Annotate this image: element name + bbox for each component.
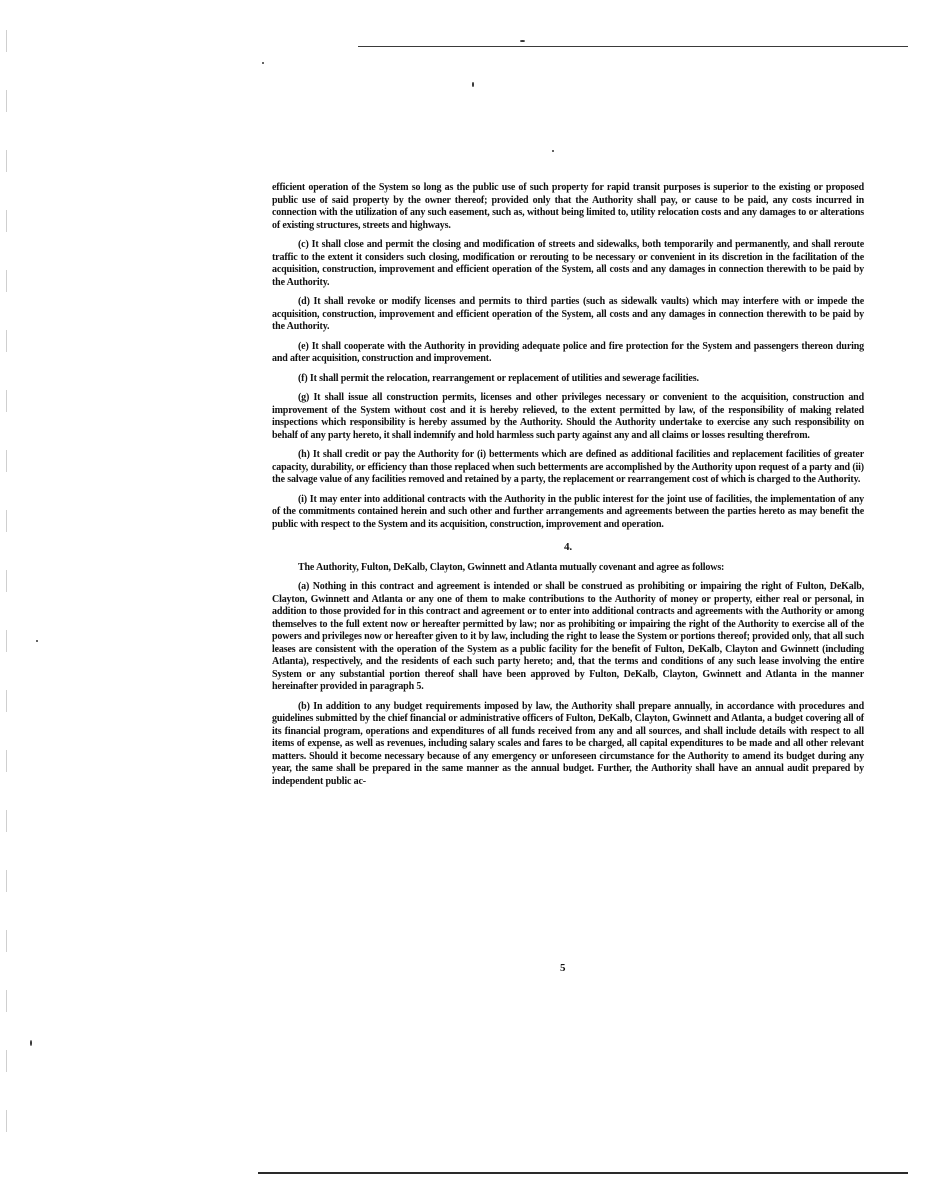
scan-left-edge bbox=[6, 20, 18, 1180]
scan-speck bbox=[30, 1040, 32, 1046]
scan-bottom-rule bbox=[258, 1172, 908, 1174]
paragraph-g: (g) It shall issue all construction permits, licenses and other privileges necessary or convenient to the acquisition, construction and improvement of the System without cost and it is hereby relieved, to the extent permitted by law, of the responsibility of making related inspections which responsibility is hereby assumed by the Authority. Should the Authority undertake to exercise any such responsibility on behalf of any party hereto, it shall indemnify and hold harmless such party against any and all claims or losses resulting therefrom. bbox=[272, 392, 864, 441]
paragraph-i: (i) It may enter into additional contracts with the Authority in the public interest for the joint use of facilities, the implementation of any of the commitments contained herein and such other and further arrangements and agreements between the parties hereto as may benefit the public with respect to the System and its acquisition, construction, improvement and operation. bbox=[272, 493, 864, 530]
section-number: 4. bbox=[564, 541, 572, 553]
scan-speck bbox=[552, 150, 554, 152]
paragraph-4a: (a) Nothing in this contract and agreement is intended or shall be construed as prohibiting or impairing the right of Fulton, DeKalb, Clayton, Gwinnett and Atlanta or any one of them to make contributions to the Authority of money or property, either real or personal, in addition to those provided for in this contract and agreement or to enter into additional contracts and agreements with the Authority or among themselves to the full extent now or hereafter permitted by law; nor as prohibiting or impairing the right of the Authority to exercise all of the powers and privileges now or hereafter given to it by law, including the right to lease the System or portions thereof; provided only, that all such leases are consistent with the operation of the System as a public facility for the benefit of Fulton, DeKalb, Clayton and Gwinnett (including Atlanta), respectively, and the residents of each such party hereto; and, that the terms and conditions of any such lease involving the entire System or any substantial portion thereof shall have been approved by Fulton, DeKalb, Clayton, Gwinnett and Atlanta in the manner hereinafter provided in paragraph 5. bbox=[272, 581, 864, 692]
paragraph-4b: (b) In addition to any budget requirements imposed by law, the Authority shall prepare annually, in accordance with procedures and guidelines submitted by the chief financial or administrative officers of Fulton, DeKalb, Clayton, Gwinnett and Atlanta, a budget covering all of its financial program, operations and expenditures of all funds received from any and all sources, and shall include details with respect to all items of expense, as well as revenues, including salary scales and fares to be charged, all capital expenditures to be made and all other relevant matters. Should it become necessary because of any emergency or unforeseen circumstance for the Authority to amend its budget during any year, the same shall be prepared in the same manner as the annual budget. Further, the Authority shall have an annual audit prepared by independent public ac- bbox=[272, 700, 864, 787]
scan-speck bbox=[520, 40, 525, 42]
paragraph-h: (h) It shall credit or pay the Authority for (i) betterments which are defined as additional facilities and replacement facilities of greater capacity, durability, or efficiency than those replaced when such betterments are accomplished by the Authority upon request of a party and (ii) the salvage value of any facilities removed and retained by a party, the replacement or rearrangement cost of which is charged to the Authority. bbox=[272, 449, 864, 485]
paragraph-continuation: efficient operation of the System so long as the public use of such property for rapid transit purposes is superior to the existing or proposed public use of said property by the owner thereof; provided only that the Authority shall pay, or cause to be paid, any costs incurred in connection with the utilization of any such easement, such as, without being limited to, utility relocation costs and any damages to or alterations of existing structures, streets and highways. bbox=[272, 182, 864, 231]
paragraph-f: (f) It shall permit the relocation, rearrangement or replacement of utilities and sewerage facilities. bbox=[298, 372, 699, 384]
section-intro: The Authority, Fulton, DeKalb, Clayton, Gwinnett and Atlanta mutually covenant and agree as follows: bbox=[298, 561, 725, 573]
paragraph-d: (d) It shall revoke or modify licenses and permits to third parties (such as sidewalk vaults) which may interfere with or impede the acquisition, construction, improvement and efficient operation of the System, all costs and any damages in connection therewith to be paid by the Authority. bbox=[272, 296, 864, 332]
paragraph-c: (c) It shall close and permit the closing and modification of streets and sidewalks, both temporarily and permanently, and shall reroute traffic to the extent it considers such closing, modification or rerouting to be necessary or convenient in its discretion in the facilitation of the acquisition, construction, improvement and efficient operation of the System, all costs and any damages in connection therewith to be paid by the Authority. bbox=[272, 239, 864, 288]
paragraph-e: (e) It shall cooperate with the Authority in providing adequate police and fire protection for the System and passengers thereon during and after acquisition, construction and improvement. bbox=[272, 340, 864, 364]
scan-top-rule bbox=[358, 46, 908, 47]
scan-speck bbox=[472, 82, 474, 87]
page-number: 5 bbox=[560, 962, 566, 974]
scan-speck bbox=[262, 62, 264, 64]
document-body bbox=[272, 182, 864, 795]
scan-speck bbox=[36, 640, 38, 642]
